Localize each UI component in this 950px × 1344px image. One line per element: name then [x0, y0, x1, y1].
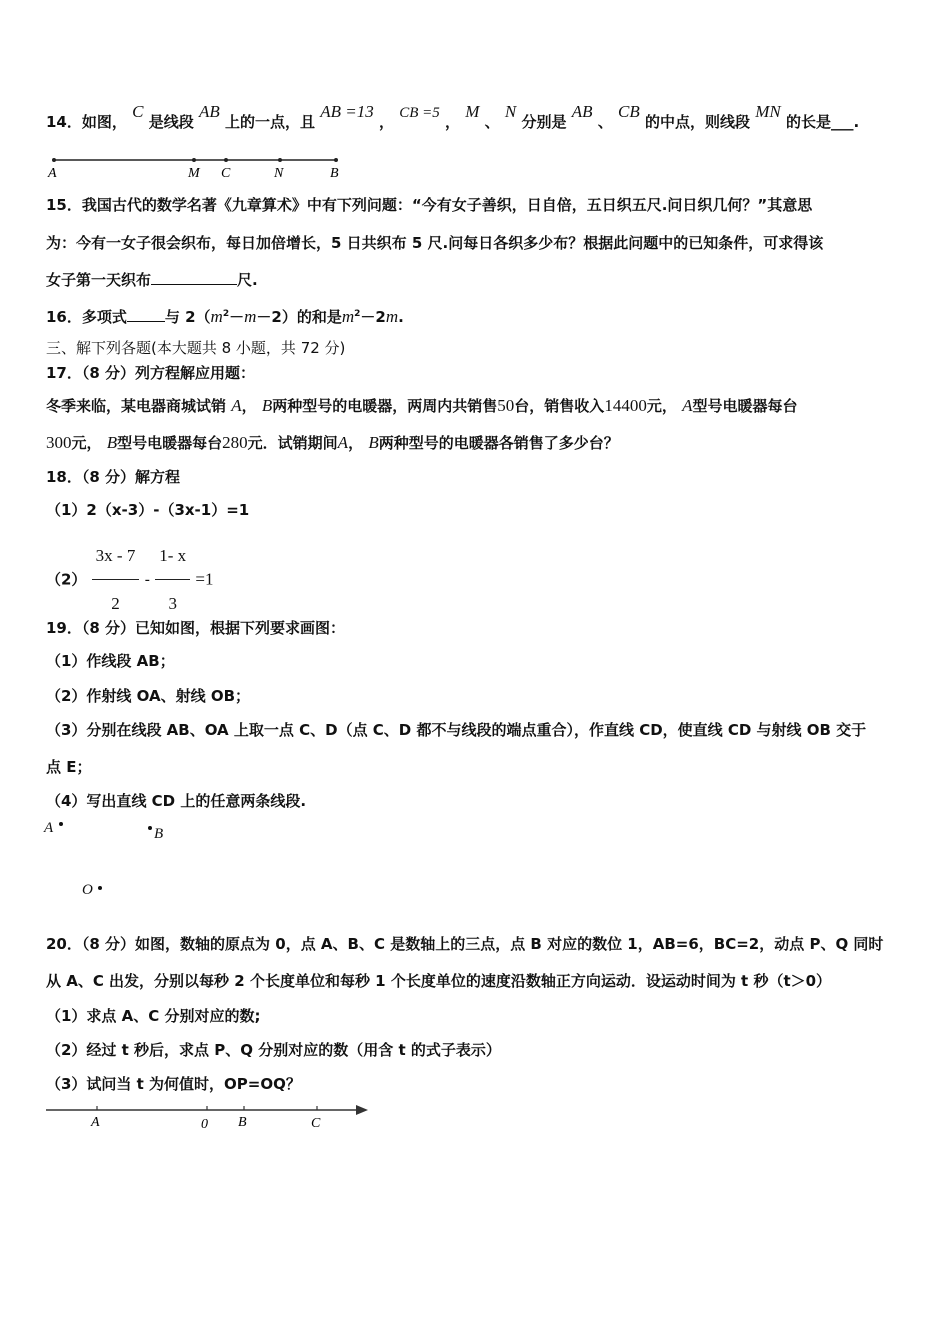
- section-heading: 三、解下列各题(本大题共 8 小题，共 72 分): [46, 339, 346, 357]
- label-0: 0: [201, 1117, 208, 1132]
- question-14: 14．如图， C 是线段 AB 上的一点，且 AB =13 ， CB =5 ， M 、 N 分别是 AB 、 CB 的中点，则线段 MN 的长是___.: [46, 102, 860, 131]
- question-18-title: 18．（8 分）解方程: [46, 468, 181, 486]
- segment-figure: [40, 150, 350, 184]
- point-b: [334, 158, 338, 162]
- question-20-step-2: （2）经过 t 秒后，求点 P、Q 分别对应的数（用含 t 的式子表示）: [46, 1041, 501, 1059]
- point-m: [192, 158, 196, 162]
- fraction-1: $\frac{3x - 7}{2}$: [92, 534, 140, 626]
- question-15-line-1: 15．我国古代的数学名著《九章算术》中有下列问题：“今有女子善织，日自倍，五日织五尺.问日织几何？”其意思: [46, 196, 813, 214]
- label-b: B: [238, 1115, 247, 1130]
- point-c: [224, 158, 228, 162]
- question-17-line-1: 冬季来临，某电器商城试销 A， B两种型号的电暖器，两周内共销售50台，销售收入14400元， A型号电暖器每台: [46, 396, 798, 415]
- question-16: 16．多项式 与 $2(m^2-m-2)$的和是$m^2-2m$.: [46, 307, 404, 326]
- question-19-step-4: （4）写出直线 CD 上的任意两条线段.: [46, 792, 307, 810]
- question-18-part-1: （1）2（x-3）-（3x-1）=1: [46, 501, 250, 519]
- question-20-step-3: （3）试问当 t 为何值时，OP=OQ？: [46, 1075, 301, 1093]
- answer-blank: [151, 270, 237, 285]
- question-19-step-3b: 点 E；: [46, 758, 92, 776]
- points-figure: [44, 818, 184, 903]
- fraction-2: $\frac{1- x}{3}$: [155, 534, 190, 626]
- point-o-label: O: [82, 882, 93, 898]
- point-a-label: A: [44, 820, 54, 836]
- question-17-title: 17．（8 分）列方程解应用题：: [46, 364, 256, 382]
- point-b-label: B: [154, 826, 164, 842]
- point-o-dot: [98, 886, 102, 890]
- question-15-line-2: 为：今有一女子很会织布，每日加倍增长，5 日共织布 5 尺.问每日各织多少布？根据此问题中的已知条件，可求得该: [46, 234, 824, 252]
- answer-blank: [127, 307, 165, 322]
- label-m: M: [188, 166, 200, 181]
- point-a-dot: [59, 822, 63, 826]
- question-19-step-1: （1）作线段 AB；: [46, 652, 175, 670]
- question-19-step-2: （2）作射线 OA、射线 OB；: [46, 687, 251, 705]
- question-19-title: 19．（8 分）已知如图，根据下列要求画图：: [46, 619, 346, 637]
- point-n: [278, 158, 282, 162]
- question-20-line-1: 20．（8 分）如图，数轴的原点为 0，点 A、B、C 是数轴上的三点，点 B 对应的数位 1，AB=6，BC=2，动点 P、Q 同时: [46, 935, 884, 953]
- point-a: [52, 158, 56, 162]
- point-b-dot: [148, 826, 152, 830]
- number-line-figure: [40, 1100, 375, 1134]
- label-c: C: [311, 1116, 321, 1131]
- axis-arrow-icon: [356, 1105, 368, 1115]
- label-a: A: [91, 1115, 100, 1130]
- question-17-line-2: 300元， B型号电暖器每台280元．试销期间A， B两种型号的电暖器各销售了多少台？: [46, 433, 619, 452]
- label-n: N: [274, 166, 284, 181]
- question-15-line-3: 女子第一天织布 尺.: [46, 271, 258, 289]
- label-b: B: [330, 166, 339, 181]
- label-c: C: [221, 166, 231, 181]
- question-20-line-2: 从 A、C 出发，分别以每秒 2 个长度单位和每秒 1 个长度单位的速度沿数轴正方向运动．设运动时间为 t 秒（t＞0）: [46, 972, 832, 990]
- question-20-step-1: （1）求点 A、C 分别对应的数;: [46, 1007, 261, 1025]
- question-19-step-3a: （3）分别在线段 AB、OA 上取一点 C、D（点 C、D 都不与线段的端点重合），作直线 CD，使直线 CD 与射线 OB 交于: [46, 721, 867, 739]
- label-a: A: [48, 166, 57, 181]
- question-18-part-2: （2） $\frac{3x - 7}{2}$ - $\frac{1- x}{3}$ =1: [46, 534, 213, 626]
